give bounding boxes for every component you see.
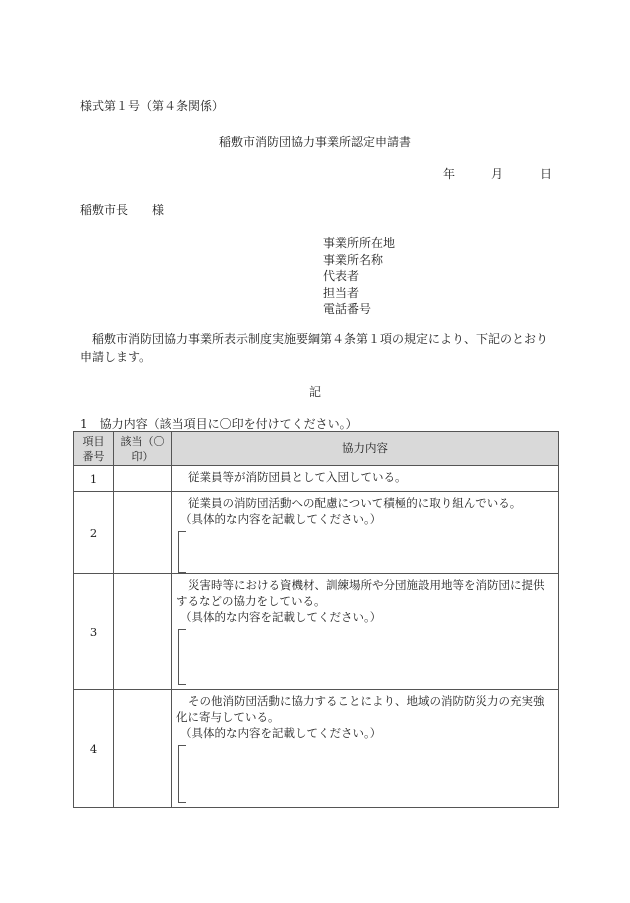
row-content xyxy=(172,466,559,492)
row-content xyxy=(172,492,559,574)
applicant-phone-label: 電話番号 xyxy=(323,302,372,316)
date-day-label: 日 xyxy=(540,167,553,181)
row-note: （具体的な内容を記載してください。） xyxy=(180,726,382,740)
row-text: 従業員の消防団活動への配慮について積極的に取り組んでいる。 xyxy=(188,496,522,510)
header-applicable: 該当（〇印） xyxy=(114,432,172,466)
row-check-cell[interactable] xyxy=(114,492,172,574)
applicant-company-label: 事業所名称 xyxy=(323,253,384,267)
date-year-label: 年 xyxy=(443,167,456,181)
table-row xyxy=(74,574,559,690)
row-check-cell[interactable] xyxy=(114,690,172,808)
table-row xyxy=(74,466,559,492)
row-text: 災害時等における資機材、訓練場所や分団施設用地等を消防団に提供するなどの協力をしている。 xyxy=(176,578,545,608)
description-bracket[interactable] xyxy=(178,629,186,685)
cooperation-table xyxy=(73,431,559,808)
row-content xyxy=(172,690,559,808)
applicant-address-label: 事業所所在地 xyxy=(323,236,396,250)
application-statement: 稲敷市消防団協力事業所表示制度実施要綱第４条第１項の規定により、下記のとおり申請します。 xyxy=(80,332,549,364)
table-row xyxy=(74,690,559,808)
applicant-contact-person-label: 担当者 xyxy=(323,286,360,300)
header-content: 協力内容 xyxy=(172,432,559,466)
row-check-cell[interactable] xyxy=(114,574,172,690)
row-number: 3 xyxy=(74,574,114,690)
row-content xyxy=(172,574,559,690)
date-month-label: 月 xyxy=(491,167,504,181)
description-bracket[interactable] xyxy=(178,531,186,573)
row-note: （具体的な内容を記載してください。） xyxy=(180,512,382,526)
applicant-representative-label: 代表者 xyxy=(323,269,360,283)
row-number: 2 xyxy=(74,492,114,574)
row-check-cell[interactable] xyxy=(114,466,172,492)
row-text: 従業員等が消防団員として入団している。 xyxy=(188,470,407,484)
form-number: 様式第１号（第４条関係） xyxy=(80,99,225,113)
section-title: 1 協力内容（該当項目に〇印を付けてください。） xyxy=(80,417,358,431)
row-number: 1 xyxy=(74,466,114,492)
document-title: 稲敷市消防団協力事業所認定申請書 xyxy=(218,135,411,149)
row-text: その他消防団活動に協力することにより、地域の消防防災力の充実強化に寄与している。 xyxy=(176,694,545,724)
addressee: 稲敷市長 様 xyxy=(80,203,165,217)
description-bracket[interactable] xyxy=(178,745,186,803)
row-number: 4 xyxy=(74,690,114,808)
header-number: 項目番号 xyxy=(74,432,114,466)
table-row xyxy=(74,492,559,574)
row-note: （具体的な内容を記載してください。） xyxy=(180,610,382,624)
table-header-row xyxy=(74,432,559,466)
ki-heading: 記 xyxy=(308,385,321,399)
